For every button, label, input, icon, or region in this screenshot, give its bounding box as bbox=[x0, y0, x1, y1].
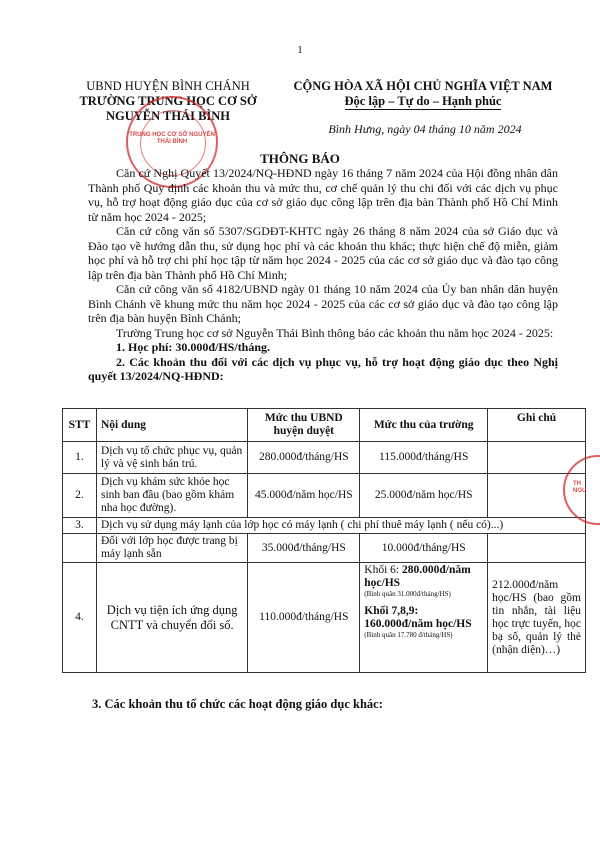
paragraph: Căn cứ công văn số 5307/SGDĐT-KHTC ngày 26 tháng 8 năm 2024 của sở Giáo dục và Đào tạo về hướng dẫn thu, sử dụng học phí và các khoản thu khác; thực hiện chế độ miễn, giảm học phí và hỗ trợ chi phí học tập từ năm học 2024 - 2025 của các cơ sở giáo dục và đào tạo công lập trên địa bàn Thành phố Hồ Chí Minh; bbox=[88, 224, 558, 282]
stamp-fragment: TH NGU bbox=[573, 481, 587, 494]
document-date: Bình Hưng, ngày 04 tháng 10 năm 2024 bbox=[328, 122, 522, 136]
cell-school: 25.000đ/năm học/HS bbox=[360, 474, 488, 518]
school-name: NGUYỄN THÁI BÌNH bbox=[105, 109, 231, 123]
stamp-text: TRUNG HỌC CƠ SỞ NGUYỄN THÁI BÌNH bbox=[129, 132, 215, 145]
header-stt: STT bbox=[63, 409, 97, 442]
cell-stt bbox=[63, 534, 97, 563]
cell-content: Dịch vụ tiện ích ứng dụng CNTT và chuyển đổi số. bbox=[96, 563, 247, 673]
grade6-average: (Bình quân 31.000đ/tháng/HS) bbox=[364, 590, 451, 598]
district-name: UBND HUYỆN BÌNH CHÁNH bbox=[86, 79, 250, 93]
grade789-label: Khối 7,8,9: bbox=[364, 605, 419, 617]
country-name: CỘNG HÒA XÃ HỘI CHỦ NGHĨA VIỆT NAM bbox=[293, 79, 553, 93]
grade789-value: 160.000đ/năm học/HS bbox=[364, 618, 472, 630]
header-right bbox=[278, 79, 568, 110]
cell-stt: 4. bbox=[63, 563, 97, 673]
school-type: TRƯỜNG TRUNG HỌC CƠ SỞ bbox=[79, 94, 257, 108]
header-note: Ghi chú bbox=[488, 409, 586, 442]
grade6-label: Khối 6: bbox=[364, 564, 402, 576]
fee-table bbox=[62, 408, 586, 673]
table-row bbox=[63, 442, 586, 474]
cell-ubnd: 110.000đ/tháng/HS bbox=[248, 563, 360, 673]
table-row bbox=[63, 518, 586, 534]
cell-content: Dịch vụ sử dụng máy lạnh của lớp học có máy lạnh ( chi phí thuê máy lạnh ( nếu có)...) bbox=[96, 518, 585, 534]
table-row bbox=[63, 563, 586, 673]
cell-school: 10.000đ/tháng/HS bbox=[360, 534, 488, 563]
cell-ubnd: 280.000đ/tháng/HS bbox=[248, 442, 360, 474]
paragraph: Căn cứ công văn số 4182/UBND ngày 01 tháng 10 năm 2024 của Ủy ban nhân dân huyện Bình Chánh về khung mức thu năm học 2024 - 2025 của các cơ sở giáo dục và đào tạo công lập trên địa bàn huyện Bình Chánh; bbox=[88, 282, 558, 325]
paragraph: Trường Trung học cơ sở Nguyễn Thái Bình thông báo các khoản thu năm học 2024 - 2025: bbox=[116, 325, 554, 340]
header-school: Mức thu của trường bbox=[360, 409, 488, 442]
table-header-row bbox=[63, 409, 586, 442]
grade789-fee bbox=[364, 605, 483, 631]
document-title: THÔNG BÁO bbox=[260, 151, 340, 166]
paragraph: Căn cứ Nghị Quyết 13/2024/NQ-HĐND ngày 16 tháng 7 năm 2024 của Hội đồng nhân dân Thành phố Quy định các khoản thu và mức thu, cơ chế quản lý thu chi đối với các dịch vụ phục vụ, hỗ trợ hoạt động giáo dục của cơ sở giáo dục công lập trên địa bàn Thành phố Hồ Chí Minh từ năm học 2024 - 2025; bbox=[88, 166, 558, 224]
table-row bbox=[63, 534, 586, 563]
service-fees-heading: 2. Các khoản thu đối với các dịch vụ phục vụ, hỗ trợ hoạt động giáo dục theo Nghị quyết 13/2024/NQ-HĐND: bbox=[88, 354, 558, 383]
cell-school: 115.000đ/tháng/HS bbox=[360, 442, 488, 474]
cell-stt: 2. bbox=[63, 474, 97, 518]
motto: Độc lập – Tự do – Hạnh phúc bbox=[344, 94, 502, 108]
header-content: Nội dung bbox=[96, 409, 247, 442]
cell-content: Dịch vụ tổ chức phục vụ, quản lý và vệ sinh bán trú. bbox=[96, 442, 247, 474]
cell-stt: 3. bbox=[63, 518, 97, 534]
header-ubnd: Mức thu UBND huyện duyệt bbox=[248, 409, 360, 442]
cell-school bbox=[360, 563, 488, 673]
cell-note bbox=[488, 534, 586, 563]
cell-ubnd: 45.000đ/năm học/HS bbox=[248, 474, 360, 518]
cell-ubnd: 35.000đ/tháng/HS bbox=[248, 534, 360, 563]
cell-note: 212.000đ/năm học/HS (bao gồm tin nhắn, tài liệu học trực tuyến, học bạ số, quản lý thẻ (nhận diện)…) bbox=[488, 563, 586, 673]
grade6-value: 280.000đ/năm học/HS bbox=[364, 564, 471, 589]
cell-stt: 1. bbox=[63, 442, 97, 474]
cell-content: Đối với lớp học được trang bị máy lạnh sẵn bbox=[96, 534, 247, 563]
other-fees-heading: 3. Các khoản thu tổ chức các hoạt động giáo dục khác: bbox=[92, 697, 383, 711]
page-number: 1 bbox=[297, 44, 303, 56]
cell-content: Dịch vụ khám sức khỏe học sinh ban đầu (bao gồm khám nha học đường). bbox=[96, 474, 247, 518]
table-row bbox=[63, 474, 586, 518]
document-body bbox=[88, 166, 558, 384]
grade789-average: (Bình quân 17.780 đ/tháng/HS) bbox=[364, 631, 453, 639]
tuition-item: 1. Học phí: 30.000đ/HS/tháng. bbox=[116, 340, 271, 354]
grade6-fee bbox=[364, 564, 483, 590]
